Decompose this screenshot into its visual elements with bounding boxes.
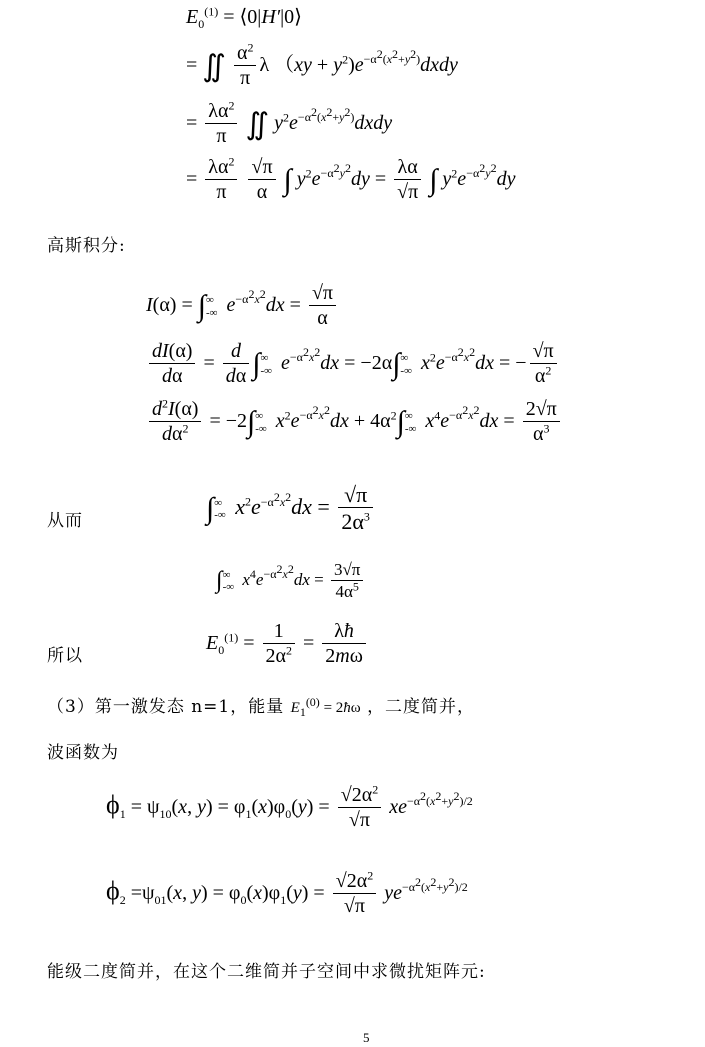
- equation-s1: $E_0^{(1)}$ = $\frac{1}{2\alpha^2}$ = $\frac{\lambda ħ}{2m\omega}$: [206, 620, 369, 669]
- equation-r1: ∫∞ -∞ $x^2e^{-\alpha^2x^2}dx$ = $\frac{√\pi}{2\alpha^3}$: [206, 482, 376, 536]
- part3-prefix: （3）第一激发态 n=1，能量: [47, 697, 285, 717]
- gauss-integral-label: 高斯积分:: [47, 236, 126, 256]
- equation-g3: $\frac{d^2I(\alpha)}{d\alpha^2}$ = −2∫∞ -∞ $x^2e^{-\alpha^2x^2}dx + 4\alpha^2\int\infty$ -∞ $x^4e^{-\alpha^2x^2}dx$ = $\frac{2√\pi}{\alpha^3}$: [146, 398, 563, 447]
- equation-phi2: $\phi_2 =\psi_{01}(x$, $y) = \varphi_0(x)\varphi_1(y)$ = $\frac{√2\alpha^2}{√\pi}$ $ye^{-\alpha^2(x^2+y^2)/2}$: [106, 868, 468, 917]
- equation-e2: = ∬ $\frac{\alpha^2}{\pi}$ λ $(xy + y^2)e^{-\alpha^2(x^2+y^2)}dxdy$: [186, 40, 458, 89]
- congeer-label: 从而: [47, 511, 83, 531]
- equation-g2: $\frac{dI(\alpha)}{d\alpha}$ = $\frac{d}{d\alpha}$ ∫∞ -∞ $e^{-\alpha^2x^2}dx = -2\alpha\int\infty$ -∞ $x^2e^{-\alpha^2x^2}dx$ = − $\frac{√\pi}{\alpha^2}$: [146, 340, 560, 389]
- part3-suffix: ，二度简并，: [367, 697, 476, 717]
- wavefunction-label: 波函数为: [47, 743, 119, 763]
- part3-energy: $E_1^{(0)}$ = 2ħω: [290, 695, 361, 719]
- part3-line: [47, 692, 475, 717]
- equation-r2: ∫∞ -∞ $x^4e^{-\alpha^2x^2}dx$ = $\frac{3√\pi}{4\alpha^5}$: [216, 560, 366, 602]
- closing-line: 能级二度简并，在这个二维简并子空间中求微扰矩阵元:: [47, 962, 486, 982]
- page-number: 5: [363, 1030, 370, 1045]
- suoyi-label: 所以: [47, 646, 83, 666]
- equation-e4: = $\frac{\lambda\alpha^2}{\pi}$ $\frac{√\pi}{\alpha}$ ∫ $y^2e^{-\alpha^2y^2}dy$ = $\frac{\lambda\alpha}{√\pi}$ ∫ $y^2e^{-\alpha^2y^2}dy$: [186, 154, 516, 203]
- equation-g1: I(α) = ∫∞ -∞ $e^{-\alpha^2x^2}dx$ = $\frac{√\pi}{\alpha}$: [146, 282, 339, 331]
- equation-phi1: $\phi_1 = \psi_{10}(x$, $y) = \varphi_1(x)\varphi_0(y)$ = $\frac{√2\alpha^2}{√\pi}$ $xe^{-\alpha^2(x^2+y^2)/2}$: [106, 782, 473, 831]
- equation-e3: = $\frac{\lambda\alpha^2}{\pi}$ ∬ $y^2e^{-\alpha^2(x^2+y^2)}dxdy$: [186, 98, 393, 147]
- equation-e1: $E_0^{(1)}$ = ⟨0|H′|0⟩: [186, 4, 302, 31]
